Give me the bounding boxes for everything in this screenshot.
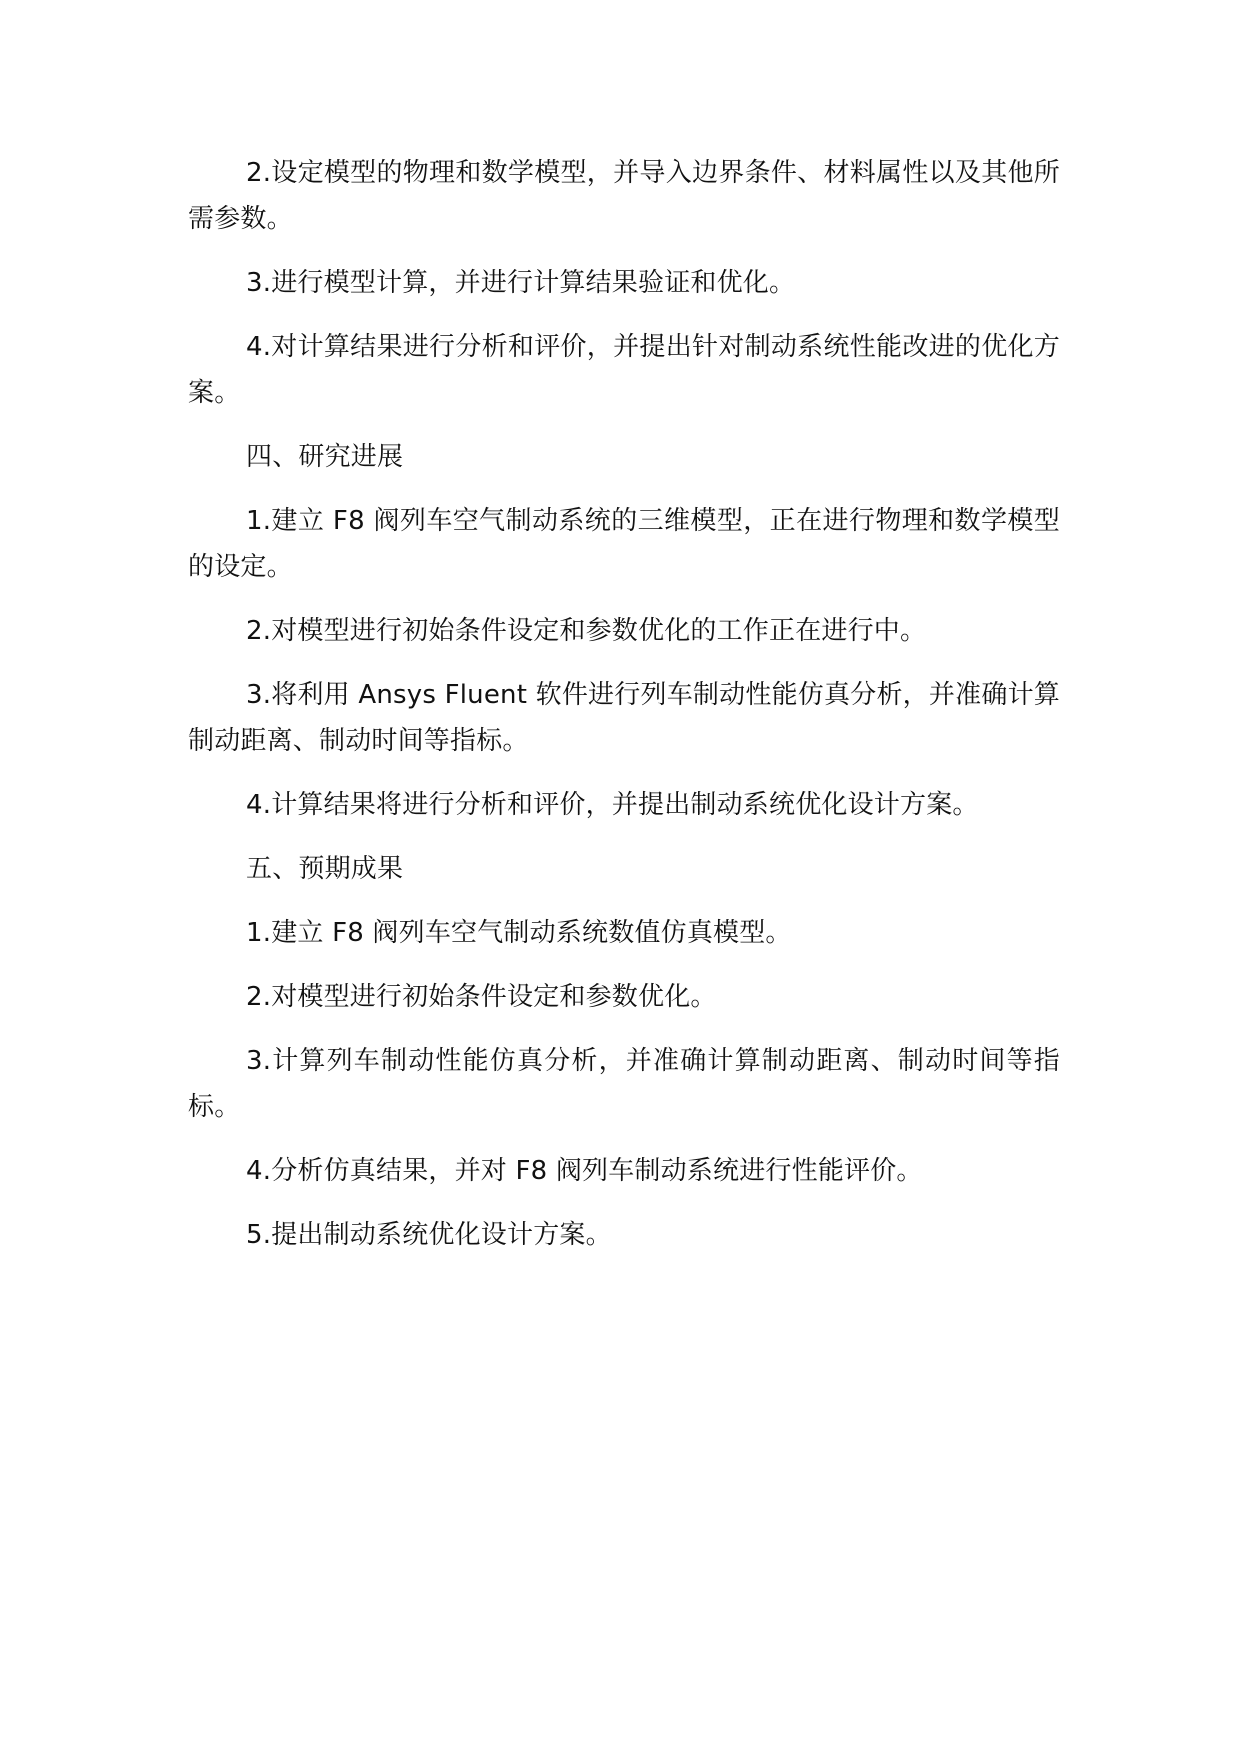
list-item-progress-2: 2.对模型进行初始条件设定和参数优化的工作正在进行中。 [246, 616, 927, 646]
list-item-step-4-analyze: 4.对计算结果进行分析和评价，并提出针对制动系统性能改进的优化方案。 [188, 332, 1060, 408]
document-body [188, 150, 1060, 1276]
list-item-result-2: 2.对模型进行初始条件设定和参数优化。 [246, 982, 717, 1012]
list-item-result-5: 5.提出制动系统优化设计方案。 [246, 1220, 612, 1250]
list-item-result-3: 3.计算列车制动性能仿真分析，并准确计算制动距离、制动时间等指标。 [188, 1046, 1060, 1122]
list-item-progress-1: 1.建立 F8 阀列车空气制动系统的三维模型，正在进行物理和数学模型的设定。 [188, 506, 1060, 582]
list-item-result-1: 1.建立 F8 阀列车空气制动系统数值仿真模型。 [246, 918, 792, 948]
list-item-progress-3: 3.将利用 Ansys Fluent 软件进行列车制动性能仿真分析，并准确计算制动距离、制动时间等指标。 [188, 680, 1060, 756]
list-item-result-4: 4.分析仿真结果，并对 F8 阀列车制动系统进行性能评价。 [246, 1156, 923, 1186]
list-item-step-3-compute: 3.进行模型计算，并进行计算结果验证和优化。 [246, 268, 796, 298]
section-heading-progress: 四、研究进展 [246, 442, 404, 472]
list-item-step-2-setup: 2.设定模型的物理和数学模型，并导入边界条件、材料属性以及其他所需参数。 [188, 158, 1060, 234]
section-heading-expected-results: 五、预期成果 [246, 854, 404, 884]
list-item-progress-4: 4.计算结果将进行分析和评价，并提出制动系统优化设计方案。 [246, 790, 979, 820]
